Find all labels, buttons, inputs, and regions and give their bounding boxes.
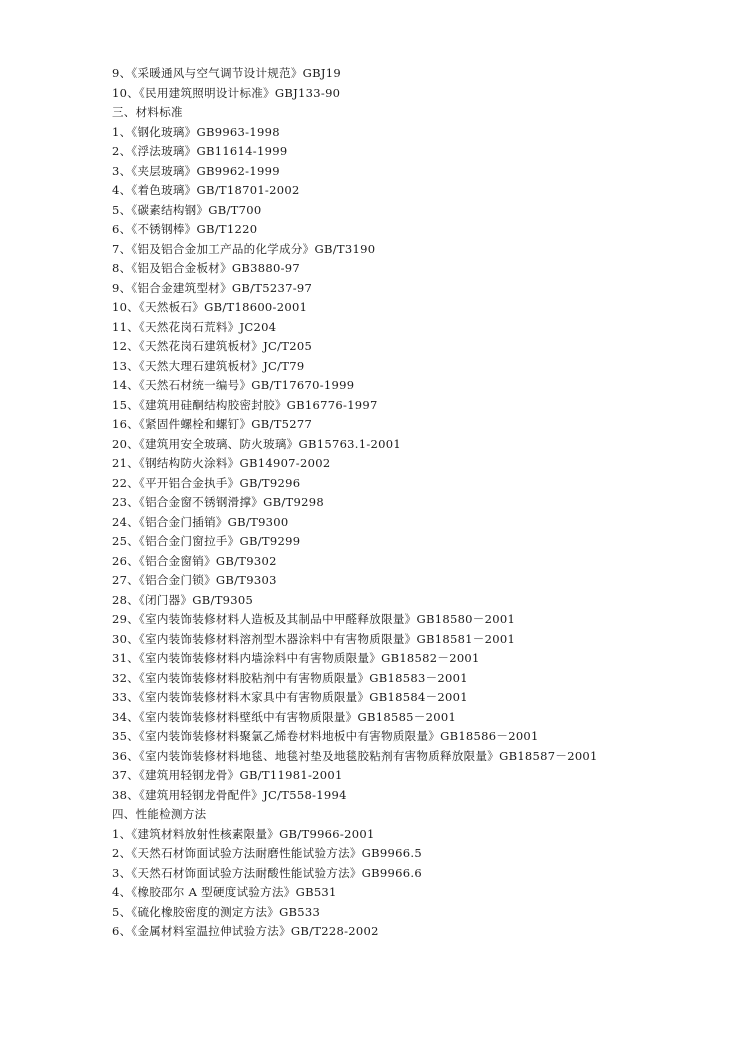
- list-item: 23、《铝合金窗不锈钢滑撑》GB/T9298: [112, 495, 324, 509]
- list-item: 4、《着色玻璃》GB/T18701-2002: [112, 183, 300, 197]
- list-item: 35、《室内装饰装修材料聚氯乙烯卷材料地板中有害物质限量》GB18586－2001: [112, 729, 539, 743]
- list-item: 6、《不锈钢棒》GB/T1220: [112, 222, 258, 236]
- list-item: 27、《铝合金门锁》GB/T9303: [112, 573, 277, 587]
- list-item: 15、《建筑用硅酮结构胶密封胶》GB16776-1997: [112, 397, 378, 412]
- list-item: 22、《平开铝合金执手》GB/T9296: [112, 475, 301, 490]
- list-item: 29、《室内装饰装修材料人造板及其制品中甲醛释放限量》GB18580－2001: [112, 612, 516, 626]
- list-item: 10、《天然板石》GB/T18600-2001: [112, 300, 308, 314]
- list-item: 38、《建筑用轻钢龙骨配件》JC/T558-1994: [112, 787, 347, 802]
- list-item: 6、《金属材料室温拉伸试验方法》GB/T228-2002: [112, 924, 379, 938]
- list-item: 25、《铝合金门窗拉手》GB/T9299: [112, 534, 301, 548]
- list-item: 32、《室内装饰装修材料胶粘剂中有害物质限量》GB18583－2001: [112, 670, 468, 685]
- section-heading: 三、材料标准: [112, 105, 183, 119]
- list-item: 31、《室内装饰装修材料内墙涂料中有害物质限量》GB18582－2001: [112, 651, 480, 665]
- list-item: 10、《民用建筑照明设计标准》GBJ133-90: [112, 85, 341, 100]
- list-item: 20、《建筑用安全玻璃、防火玻璃》GB15763.1-2001: [112, 436, 402, 451]
- list-item: 28、《闭门器》GB/T9305: [112, 592, 254, 607]
- list-item: 34、《室内装饰装修材料壁纸中有害物质限量》GB18585－2001: [112, 709, 457, 724]
- list-item: 12、《天然花岗石建筑板材》JC/T205: [112, 339, 313, 353]
- list-item: 3、《天然石材饰面试验方法耐酸性能试验方法》GB9966.6: [112, 865, 422, 880]
- list-item: 5、《碳素结构钢》GB/T700: [112, 202, 262, 217]
- list-item: 2、《天然石材饰面试验方法耐磨性能试验方法》GB9966.5: [112, 846, 422, 860]
- list-item: 3、《夹层玻璃》GB9962-1999: [112, 163, 280, 178]
- list-item: 14、《天然石材统一编号》GB/T17670-1999: [112, 378, 355, 392]
- section-heading: 四、性能检测方法: [112, 807, 207, 821]
- list-item: 33、《室内装饰装修材料木家具中有害物质限量》GB18584－2001: [112, 690, 468, 704]
- list-item: 21、《钢结构防火涂料》GB14907-2002: [112, 456, 331, 470]
- list-item: 36、《室内装饰装修材料地毯、地毯衬垫及地毯胶粘剂有害物质释放限量》GB18587－2001: [112, 748, 598, 763]
- list-item: 11、《天然花岗石荒料》JC204: [112, 319, 277, 334]
- list-item: 2、《浮法玻璃》GB11614-1999: [112, 144, 288, 158]
- list-item: 5、《硫化橡胶密度的测定方法》GB533: [112, 904, 321, 919]
- list-item: 1、《钢化玻璃》GB9963-1998: [112, 124, 280, 139]
- list-item: 26、《铝合金窗销》GB/T9302: [112, 553, 277, 568]
- list-item: 30、《室内装饰装修材料溶剂型木器涂料中有害物质限量》GB18581－2001: [112, 631, 516, 646]
- list-item: 16、《紧固件螺栓和螺钉》GB/T5277: [112, 417, 313, 431]
- list-item: 37、《建筑用轻钢龙骨》GB/T11981-2001: [112, 768, 343, 782]
- list-item: 7、《铝及铝合金加工产品的化学成分》GB/T3190: [112, 241, 376, 256]
- list-item: 9、《铝合金建筑型材》GB/T5237-97: [112, 280, 313, 295]
- standards-list: [112, 64, 722, 942]
- list-item: 4、《橡胶邵尔 A 型硬度试验方法》GB531: [112, 885, 337, 899]
- list-item: 8、《铝及铝合金板材》GB3880-97: [112, 261, 300, 275]
- list-item: 24、《铝合金门插销》GB/T9300: [112, 514, 289, 529]
- list-item: 1、《建筑材料放射性核素限量》GB/T9966-2001: [112, 826, 375, 841]
- list-item: 9、《采暖通风与空气调节设计规范》GBJ19: [112, 66, 342, 80]
- list-item: 13、《天然大理石建筑板材》JC/T79: [112, 358, 305, 373]
